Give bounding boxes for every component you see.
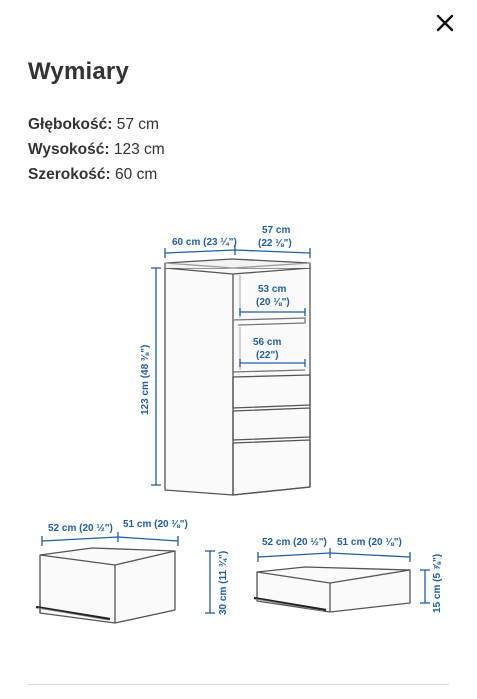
panel-title: Wymiary bbox=[28, 58, 130, 85]
drawer-small-width-label: 52 cm (20 ½") bbox=[262, 537, 327, 548]
cabinet-height-label: 123 cm (48 ⅜") bbox=[140, 344, 151, 415]
dimension-value: 123 cm bbox=[113, 141, 165, 158]
cabinet-depth-inch-label: (22 ⅛") bbox=[258, 238, 292, 249]
dimension-height bbox=[28, 137, 165, 162]
dimension-value: 60 cm bbox=[115, 166, 158, 183]
cabinet-width-label: 60 cm (23 ¼") bbox=[172, 237, 237, 248]
dimension-illustration bbox=[0, 215, 477, 655]
dimension-value: 57 cm bbox=[116, 116, 159, 133]
close-button[interactable] bbox=[430, 8, 460, 38]
drawer-small-drawing bbox=[254, 567, 410, 612]
dimension-label: Wysokość: bbox=[28, 141, 110, 158]
drawer-large-drawing bbox=[36, 548, 175, 623]
shelf-mid-depth-label: 56 cm bbox=[253, 337, 282, 348]
shelf-top-depth-label: 53 cm bbox=[258, 284, 287, 295]
cabinet-drawing bbox=[165, 259, 310, 495]
drawer-large-width-label: 52 cm (20 ½") bbox=[48, 523, 113, 534]
dimension-label: Głębokość: bbox=[28, 116, 113, 133]
drawer-small-depth-label: 51 cm (20 ⅛") bbox=[337, 537, 402, 548]
cabinet-depth-label: 57 cm bbox=[262, 225, 291, 236]
dimension-depth bbox=[28, 112, 165, 137]
close-icon bbox=[436, 14, 454, 32]
dimension-width bbox=[28, 162, 165, 187]
drawer-large-depth-label: 51 cm (20 ⅛") bbox=[123, 519, 188, 530]
shelf-mid-depth-inch-label: (22") bbox=[256, 350, 279, 361]
dimensions-list bbox=[28, 112, 165, 187]
dimension-label: Szerokość: bbox=[28, 166, 111, 183]
divider bbox=[28, 684, 449, 685]
shelf-top-depth-inch-label: (20 ⅛") bbox=[256, 297, 290, 308]
drawer-large-height-label: 30 cm (11 ¾") bbox=[218, 550, 229, 615]
drawer-small-height-label: 15 cm (5 ⅞") bbox=[432, 553, 443, 613]
